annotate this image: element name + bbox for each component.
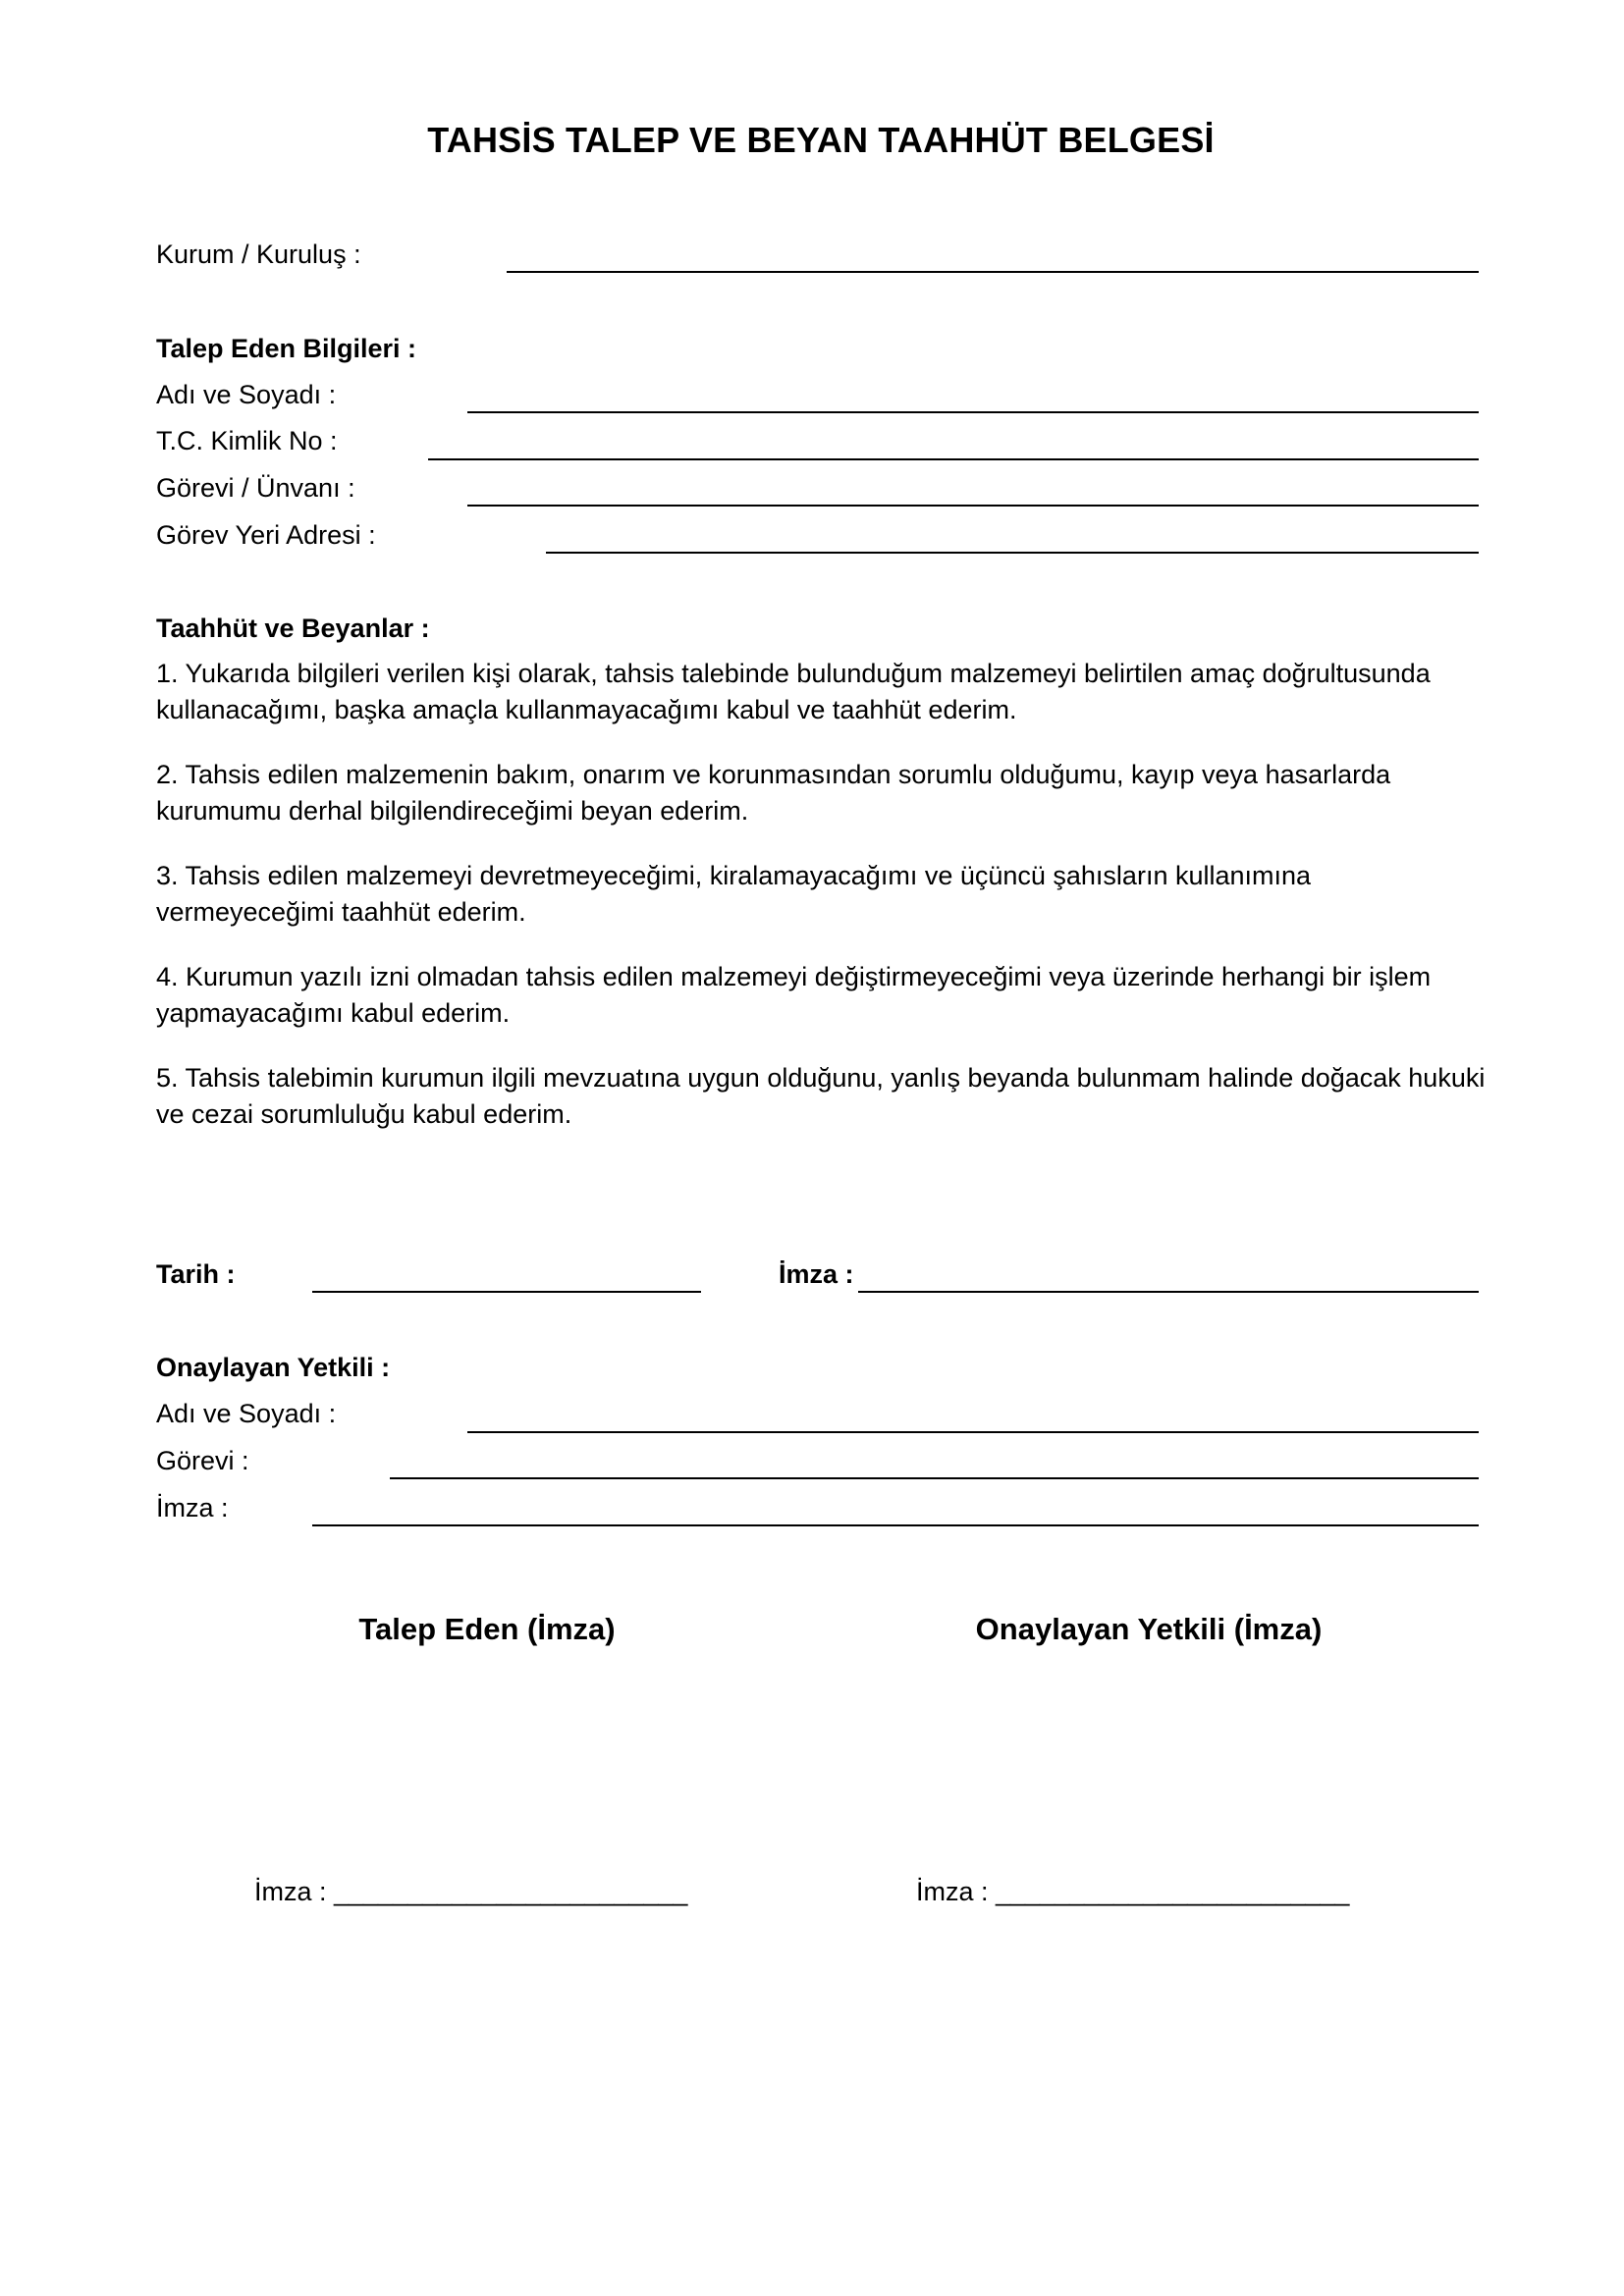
approver-signature-label: İmza : [156, 1493, 229, 1522]
approver-name-line[interactable] [467, 1431, 1479, 1433]
requester-signature-heading: Talep Eden (İmza) [358, 1612, 616, 1646]
requester-heading: Talep Eden Bilgileri : [156, 334, 417, 363]
approver-name-label: Adı ve Soyadı : [156, 1399, 337, 1428]
date-field-line[interactable] [312, 1291, 701, 1293]
commitment-item-2: 2. Tahsis edilen malzemenin bakım, onarım ve korunmasından sorumlu olduğumu, kayıp veya hasarlarda kurumumu derhal bilgilendireceğimi beyan ederim. [156, 760, 1391, 826]
approver-duty-line[interactable] [390, 1477, 1479, 1479]
commitment-item-3: 3. Tahsis edilen malzemeyi devretmeyeceğimi, kiralamayacağımı ve üçüncü şahısların kullanımına vermeyeceğimi taahhüt ederim. [156, 861, 1312, 927]
commitments-heading: Taahhüt ve Beyanlar : [156, 614, 430, 643]
commitment-item-4: 4. Kurumun yazılı izni olmadan tahsis edilen malzemeyi değiştirmeyeceğimi veya üzerinde herhangi bir işlem yapmayacağımı kabul ederim. [156, 962, 1432, 1028]
requester-signature-field[interactable]: İmza : ________________________ [254, 1877, 688, 1906]
institution-label: Kurum / Kuruluş : [156, 240, 361, 269]
requester-tc-line[interactable] [428, 458, 1479, 460]
institution-field-line[interactable] [507, 271, 1479, 273]
approver-heading: Onaylayan Yetkili : [156, 1353, 391, 1382]
commitment-item-1: 1. Yukarıda bilgileri verilen kişi olarak, tahsis talebinde bulunduğum malzemeyi belirtilen amaç doğrultusunda kullanacağımı, başka amaçla kullanmayacağımı kabul ve taahhüt ederim. [156, 659, 1431, 724]
approver-duty-label: Görevi : [156, 1446, 249, 1475]
commitment-item-5: 5. Tahsis talebimin kurumun ilgili mevzuatına uygun olduğunu, yanlış beyanda bulunmam halinde doğacak hukuki ve cezai sorumluluğu kabul ederim. [156, 1063, 1486, 1129]
requester-name-line[interactable] [467, 411, 1479, 413]
signature-field-line[interactable] [858, 1291, 1479, 1293]
approver-signature-field[interactable]: İmza : ________________________ [916, 1877, 1350, 1906]
requester-title-line[interactable] [467, 505, 1479, 507]
date-label: Tarih : [156, 1259, 236, 1289]
document-title: TAHSİS TALEP VE BEYAN TAAHHÜT BELGESİ [427, 120, 1215, 160]
requester-title-label: Görevi / Ünvanı : [156, 473, 355, 503]
approver-signature-line[interactable] [312, 1524, 1479, 1526]
approver-signature-heading: Onaylayan Yetkili (İmza) [975, 1612, 1323, 1646]
requester-address-label: Görev Yeri Adresi : [156, 520, 376, 550]
requester-name-label: Adı ve Soyadı : [156, 380, 337, 409]
requester-tc-label: T.C. Kimlik No : [156, 426, 338, 455]
requester-address-line[interactable] [546, 552, 1479, 554]
signature-label: İmza : [779, 1259, 854, 1289]
